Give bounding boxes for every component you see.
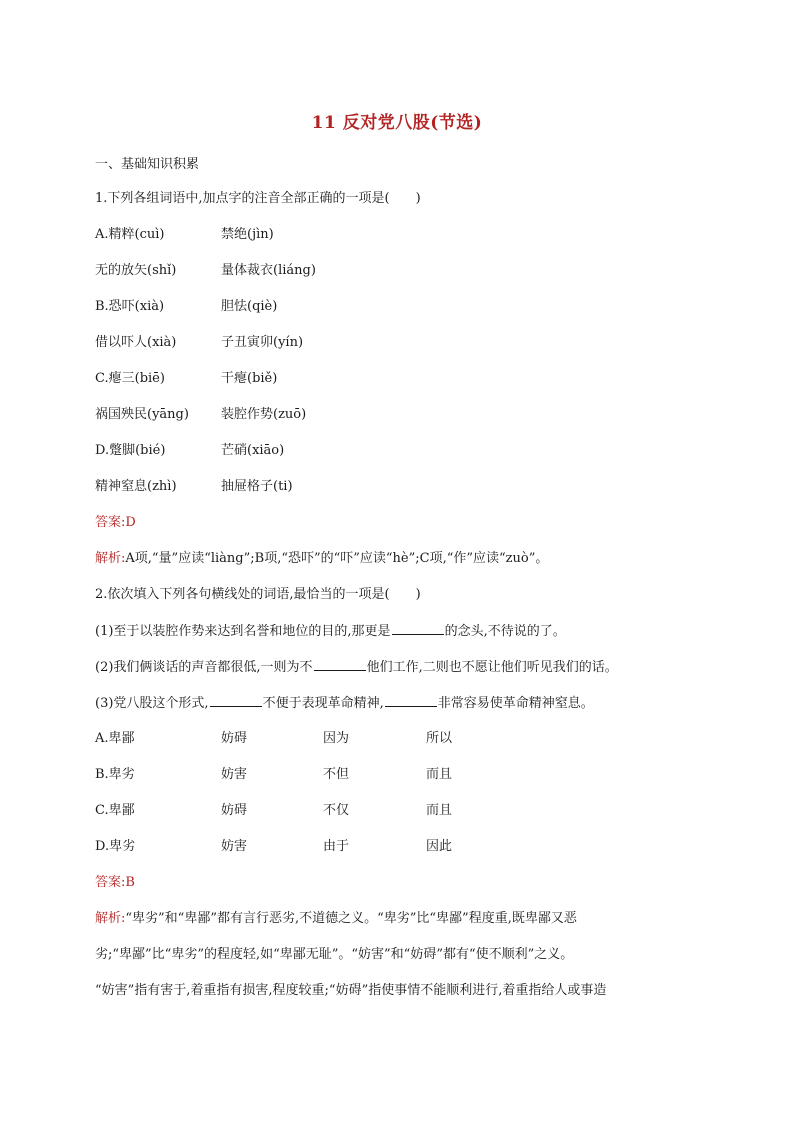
q2-option-c-1: C.卑鄙 [95, 803, 135, 818]
q2-option-d-3: 由于 [323, 839, 350, 854]
q2-sentence-2 [95, 658, 618, 677]
q2-answer [95, 874, 135, 892]
q2-option-a-1: A.卑鄙 [95, 731, 135, 746]
q2-analysis-line-1 [95, 910, 577, 928]
answer-label: 答案: [95, 875, 126, 890]
q2-option-d-1: D.卑劣 [95, 839, 136, 854]
answer-value: B [125, 875, 135, 890]
q1-row-2-left: 无的放矢(shǐ) [95, 263, 177, 278]
sentence-text: 非常容易使革命精神窒息。 [437, 696, 594, 711]
sentence-text: 他们工作,二则也不愿让他们听见我们的话。 [366, 660, 618, 675]
q2-sentence-3 [95, 694, 594, 713]
q2-option-c-4: 而且 [426, 803, 453, 818]
sentence-text: (3)党八股这个形式, [95, 696, 209, 711]
q1-analysis [95, 550, 548, 568]
q1-row-5-right: 干瘪(biě) [221, 371, 278, 386]
q1-row-6-left: 祸国殃民(yāng) [95, 407, 189, 422]
q2-option-c-2: 妨碍 [221, 803, 248, 818]
sentence-text: 的念头,不待说的了。 [444, 624, 566, 639]
q2-analysis-line-3: “妨害”指有害于,着重指有损害,程度较重;“妨碍”指使事情不能顺利进行,着重指给人或事造 [95, 983, 607, 998]
q2-option-b-2: 妨害 [221, 767, 248, 782]
q1-row-7-left: D.蹩脚(bié) [95, 443, 166, 458]
q1-row-8-right: 抽屉格子(ti) [221, 479, 293, 494]
q1-row-2-right: 量体裁衣(liáng) [221, 263, 316, 278]
q1-answer [95, 514, 136, 532]
analysis-label: 解析: [95, 551, 126, 566]
question-1-stem: 1.下列各组词语中,加点字的注音全部正确的一项是( ) [95, 191, 421, 206]
q1-row-4-right: 子丑寅卯(yín) [221, 335, 304, 350]
q1-row-6-right: 装腔作势(zuō) [221, 407, 307, 422]
q2-option-a-4: 所以 [426, 731, 453, 746]
q2-sentence-1 [95, 622, 566, 641]
fill-blank [210, 694, 262, 707]
q1-row-7-right: 芒硝(xiāo) [221, 443, 285, 458]
q2-option-b-1: B.卑劣 [95, 767, 135, 782]
q1-row-1-left: A.精粹(cuì) [95, 227, 165, 242]
q2-option-a-2: 妨碍 [221, 731, 248, 746]
q1-row-1-right: 禁绝(jìn) [221, 227, 274, 242]
q2-option-a-3: 因为 [323, 731, 350, 746]
sentence-text: 不便于表现革命精神, [262, 696, 384, 711]
q2-analysis-line-2: 劣;“卑鄙”比“卑劣”的程度轻,如“卑鄙无耻”。“妨害”和“妨碍”都有“使不顺利”之义。 [95, 947, 574, 962]
fill-blank [314, 658, 366, 671]
answer-label: 答案: [95, 515, 126, 530]
q2-option-b-4: 而且 [426, 767, 453, 782]
q1-row-8-left: 精神窒息(zhì) [95, 479, 177, 494]
q2-option-d-4: 因此 [426, 839, 453, 854]
page-title: 11 反对党八股(节选) [311, 113, 483, 133]
analysis-text: “卑劣”和“卑鄙”都有言行恶劣,不道德之义。“卑劣”比“卑鄙”程度重,既卑鄙又恶 [125, 911, 577, 926]
fill-blank [392, 622, 444, 635]
answer-value: D [125, 515, 136, 530]
question-2-stem: 2.依次填入下列各句横线处的词语,最恰当的一项是( ) [95, 587, 421, 602]
q2-option-d-2: 妨害 [221, 839, 248, 854]
q1-row-3-right: 胆怯(qiè) [221, 299, 278, 314]
analysis-text: A项,“量”应读“liàng”;B项,“恐吓”的“吓”应读“hè”;C项,“作”应读“zuò”。 [125, 551, 549, 566]
q2-option-b-3: 不但 [323, 767, 350, 782]
analysis-label: 解析: [95, 911, 126, 926]
sentence-text: (2)我们俩谈话的声音都很低,一则为不 [95, 660, 313, 675]
section-heading: 一、基础知识积累 [95, 157, 200, 172]
q1-row-5-left: C.瘪三(biē) [95, 371, 165, 386]
fill-blank [385, 694, 437, 707]
q1-row-4-left: 借以吓人(xià) [95, 335, 177, 350]
q1-row-3-left: B.恐吓(xià) [95, 299, 165, 314]
q2-option-c-3: 不仅 [323, 803, 350, 818]
sentence-text: (1)至于以装腔作势来达到名誉和地位的目的,那更是 [95, 624, 391, 639]
